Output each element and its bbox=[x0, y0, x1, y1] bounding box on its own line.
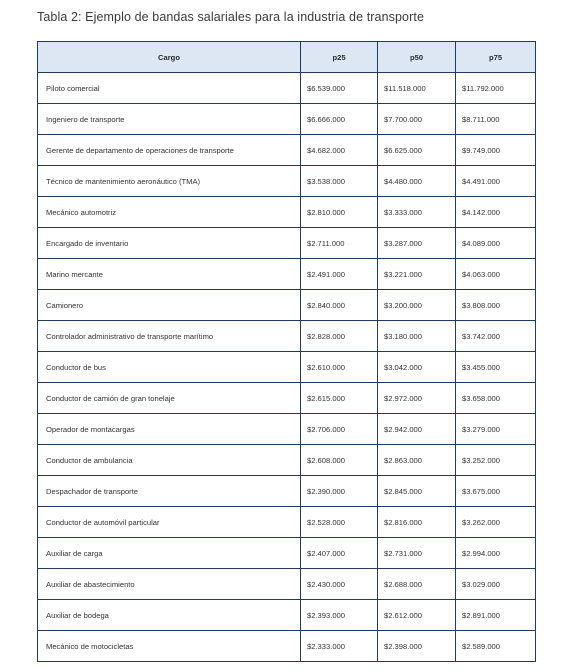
cell-p25: $2.610.000 bbox=[301, 352, 378, 383]
cell-p50: $2.972.000 bbox=[378, 383, 456, 414]
cell-cargo: Conductor de camión de gran tonelaje bbox=[38, 383, 301, 414]
cell-p25: $2.615.000 bbox=[301, 383, 378, 414]
header-p75: p75 bbox=[456, 42, 536, 73]
table-row bbox=[38, 228, 536, 259]
cell-p50: $6.625.000 bbox=[378, 135, 456, 166]
cell-p25: $2.491.000 bbox=[301, 259, 378, 290]
cell-p25: $2.711.000 bbox=[301, 228, 378, 259]
cell-p75: $4.491.000 bbox=[456, 166, 536, 197]
cell-cargo: Conductor de automóvil particular bbox=[38, 507, 301, 538]
cell-p75: $8.711.000 bbox=[456, 104, 536, 135]
header-p25: p25 bbox=[301, 42, 378, 73]
cell-p50: $3.221.000 bbox=[378, 259, 456, 290]
cell-p50: $7.700.000 bbox=[378, 104, 456, 135]
cell-p25: $2.528.000 bbox=[301, 507, 378, 538]
table-row bbox=[38, 445, 536, 476]
cell-p25: $3.538.000 bbox=[301, 166, 378, 197]
cell-p75: $4.089.000 bbox=[456, 228, 536, 259]
cell-p75: $3.455.000 bbox=[456, 352, 536, 383]
cell-p25: $2.390.000 bbox=[301, 476, 378, 507]
cell-p25: $2.840.000 bbox=[301, 290, 378, 321]
cell-cargo: Técnico de mantenimiento aeronáutico (TMA) bbox=[38, 166, 301, 197]
cell-p50: $2.845.000 bbox=[378, 476, 456, 507]
cell-cargo: Conductor de bus bbox=[38, 352, 301, 383]
header-p50: p50 bbox=[378, 42, 456, 73]
cell-p75: $4.142.000 bbox=[456, 197, 536, 228]
cell-cargo: Auxiliar de carga bbox=[38, 538, 301, 569]
cell-p50: $2.816.000 bbox=[378, 507, 456, 538]
cell-p75: $3.262.000 bbox=[456, 507, 536, 538]
table-row bbox=[38, 197, 536, 228]
cell-p50: $2.731.000 bbox=[378, 538, 456, 569]
cell-p25: $6.666.000 bbox=[301, 104, 378, 135]
cell-p75: $2.891.000 bbox=[456, 600, 536, 631]
cell-p75: $11.792.000 bbox=[456, 73, 536, 104]
cell-cargo: Auxiliar de bodega bbox=[38, 600, 301, 631]
table-caption: Tabla 2: Ejemplo de bandas salariales para la industria de transporte bbox=[37, 10, 424, 24]
table-row bbox=[38, 414, 536, 445]
cell-p75: $2.589.000 bbox=[456, 631, 536, 662]
cell-p75: $3.808.000 bbox=[456, 290, 536, 321]
cell-p25: $2.608.000 bbox=[301, 445, 378, 476]
cell-p50: $2.398.000 bbox=[378, 631, 456, 662]
table-row bbox=[38, 73, 536, 104]
cell-p25: $2.828.000 bbox=[301, 321, 378, 352]
cell-p25: $2.430.000 bbox=[301, 569, 378, 600]
cell-p50: $3.180.000 bbox=[378, 321, 456, 352]
cell-p75: $9.749.000 bbox=[456, 135, 536, 166]
cell-p25: $2.407.000 bbox=[301, 538, 378, 569]
cell-cargo: Encargado de inventario bbox=[38, 228, 301, 259]
table-header bbox=[38, 42, 536, 73]
table-row bbox=[38, 135, 536, 166]
table-row bbox=[38, 538, 536, 569]
table-row bbox=[38, 290, 536, 321]
cell-cargo: Operador de montacargas bbox=[38, 414, 301, 445]
header-row bbox=[38, 42, 536, 73]
cell-p50: $3.200.000 bbox=[378, 290, 456, 321]
cell-p50: $2.688.000 bbox=[378, 569, 456, 600]
table-row bbox=[38, 631, 536, 662]
cell-cargo: Mecánico de motocicletas bbox=[38, 631, 301, 662]
cell-p50: $3.287.000 bbox=[378, 228, 456, 259]
cell-p25: $6.539.000 bbox=[301, 73, 378, 104]
table-row bbox=[38, 569, 536, 600]
table-body bbox=[38, 73, 536, 662]
table-row bbox=[38, 259, 536, 290]
cell-p50: $3.333.000 bbox=[378, 197, 456, 228]
cell-p25: $2.810.000 bbox=[301, 197, 378, 228]
table-row bbox=[38, 600, 536, 631]
cell-cargo: Controlador administrativo de transporte marítimo bbox=[38, 321, 301, 352]
cell-cargo: Piloto comercial bbox=[38, 73, 301, 104]
cell-p25: $2.393.000 bbox=[301, 600, 378, 631]
cell-p25: $4.682.000 bbox=[301, 135, 378, 166]
table-row bbox=[38, 104, 536, 135]
cell-p75: $4.063.000 bbox=[456, 259, 536, 290]
header-cargo: Cargo bbox=[38, 42, 301, 73]
table-row bbox=[38, 476, 536, 507]
cell-p75: $3.279.000 bbox=[456, 414, 536, 445]
cell-cargo: Conductor de ambulancia bbox=[38, 445, 301, 476]
cell-cargo: Camionero bbox=[38, 290, 301, 321]
cell-p75: $3.675.000 bbox=[456, 476, 536, 507]
cell-p50: $2.863.000 bbox=[378, 445, 456, 476]
cell-p50: $3.042.000 bbox=[378, 352, 456, 383]
cell-p50: $2.942.000 bbox=[378, 414, 456, 445]
cell-cargo: Marino mercante bbox=[38, 259, 301, 290]
cell-p75: $3.742.000 bbox=[456, 321, 536, 352]
cell-cargo: Despachador de transporte bbox=[38, 476, 301, 507]
table-row bbox=[38, 383, 536, 414]
cell-p75: $3.029.000 bbox=[456, 569, 536, 600]
table-row bbox=[38, 507, 536, 538]
salary-bands-table bbox=[37, 41, 536, 662]
table-row bbox=[38, 321, 536, 352]
cell-p25: $2.333.000 bbox=[301, 631, 378, 662]
cell-p50: $11.518.000 bbox=[378, 73, 456, 104]
cell-p75: $2.994.000 bbox=[456, 538, 536, 569]
cell-cargo: Auxiliar de abastecimiento bbox=[38, 569, 301, 600]
cell-p75: $3.658.000 bbox=[456, 383, 536, 414]
cell-cargo: Mecánico automotriz bbox=[38, 197, 301, 228]
cell-p50: $4.480.000 bbox=[378, 166, 456, 197]
cell-p75: $3.252.000 bbox=[456, 445, 536, 476]
cell-p25: $2.706.000 bbox=[301, 414, 378, 445]
table-row bbox=[38, 166, 536, 197]
cell-p50: $2.612.000 bbox=[378, 600, 456, 631]
cell-cargo: Ingeniero de transporte bbox=[38, 104, 301, 135]
table-row bbox=[38, 352, 536, 383]
cell-cargo: Gerente de departamento de operaciones de transporte bbox=[38, 135, 301, 166]
